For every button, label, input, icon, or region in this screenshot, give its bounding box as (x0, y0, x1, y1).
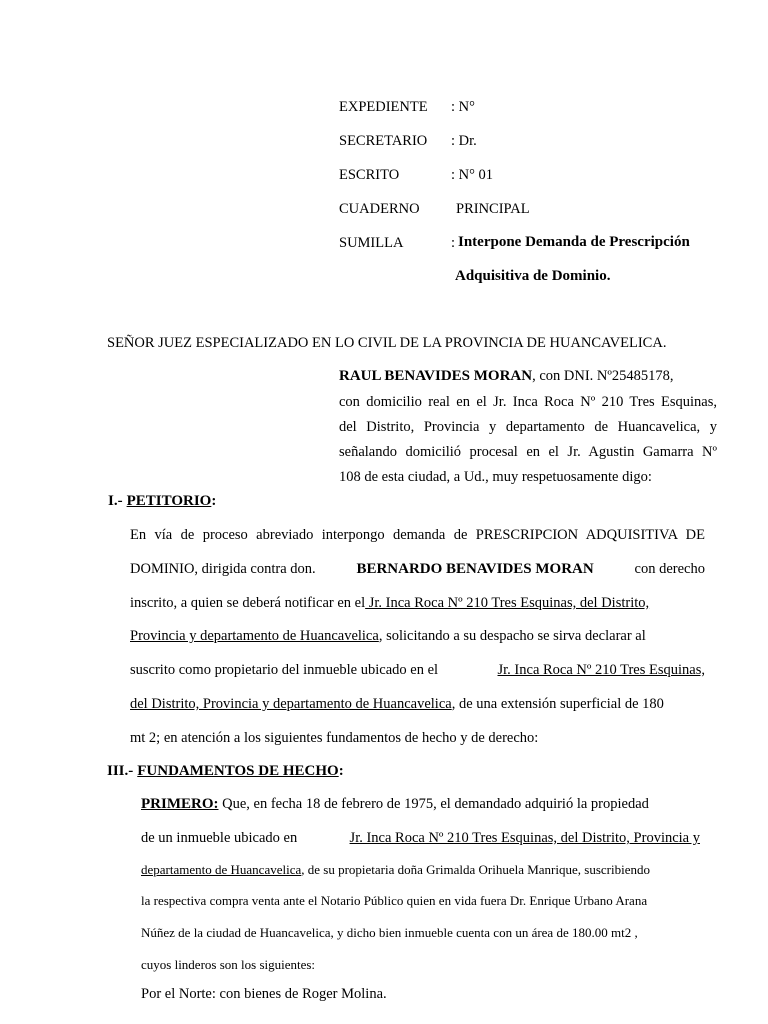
escrito-value: : N° 01 (451, 167, 494, 183)
petitorio-line-5-address: Jr. Inca Roca Nº 210 Tres Esquinas, (497, 662, 705, 678)
secretario-value: : Dr. (451, 133, 477, 149)
section-3-number: III.- (107, 763, 134, 779)
addressee: SEÑOR JUEZ ESPECIALIZADO EN LO CIVIL DE LA PROVINCIA DE HUANCAVELICA. (107, 335, 667, 351)
primero-line-4: la respectiva compra venta ante el Notario Público quien en vida fuera Dr. Enrique Urbano Arana (141, 893, 648, 908)
secretario-label: SECRETARIO (339, 133, 428, 149)
petitorio-line-5 (130, 662, 705, 679)
expediente-label: EXPEDIENTE (339, 99, 428, 115)
sumilla-line-1: Interpone Demanda de Prescripción (458, 234, 690, 250)
intro-line-4: señalando domicilió procesal en el Jr. Agustin Gamarra Nº (339, 444, 717, 460)
section-1-colon: : (211, 493, 217, 509)
section-1-title: PETITORIO (126, 493, 212, 509)
petitorio-line-3-a: inscrito, a quien se deberá notificar en el (130, 595, 366, 611)
primero-line-3-b: , de su propietaria doña Grimalda Orihuela Manrique, suscribiendo (301, 862, 650, 877)
primero-line-5: Núñez de la ciudad de Huancavelica, y dicho bien inmueble cuenta con un área de 180.00 mt2 , (141, 925, 638, 940)
petitorio-line-6-b: , de una extensión superficial de 180 (451, 696, 664, 712)
petitorio-line-5-a: suscrito como propietario del inmueble ubicado en el (130, 662, 439, 678)
section-1-heading (108, 493, 216, 510)
cuaderno-value: PRINCIPAL (456, 201, 530, 217)
cuaderno-label: CUADERNO (339, 201, 420, 217)
primero-line-3-address: departamento de Huancavelica (141, 862, 302, 877)
defendant-name: BERNARDO BENAVIDES MORAN (356, 561, 594, 577)
primero-line-1 (141, 796, 700, 813)
sumilla-colon: : (451, 235, 456, 251)
intro-line-5: 108 de esta ciudad, a Ud., muy respetuosamente digo: (339, 469, 652, 485)
petitorio-line-7: mt 2; en atención a los siguientes fundamentos de hecho y de derecho: (130, 730, 539, 746)
petitorio-line-3 (130, 595, 705, 612)
expediente-value: : N° (451, 99, 475, 115)
primero-line-2 (141, 830, 700, 847)
primero-line-1-text: Que, en fecha 18 de febrero de 1975, el demandado adquirió la propiedad (222, 796, 649, 812)
petitorio-line-4-b: , solicitando a su despacho se sirva declarar al (378, 628, 646, 644)
primero-label: PRIMERO: (141, 796, 219, 812)
sumilla-label: SUMILLA (339, 235, 404, 251)
primero-line-2-a: de un inmueble ubicado en (141, 830, 298, 846)
escrito-label: ESCRITO (339, 167, 400, 183)
petitorio-line-3-address: Jr. Inca Roca Nº 210 Tres Esquinas, del Distrito, (365, 595, 650, 611)
section-3-colon: : (338, 763, 344, 779)
intro-line-3: del Distrito, Provincia y departamento de Huancavelica, y (339, 419, 717, 435)
section-3-title: FUNDAMENTOS DE HECHO (137, 763, 339, 779)
petitorio-line-2 (130, 561, 705, 578)
primero-line-7: Por el Norte: con bienes de Roger Molina. (141, 986, 387, 1002)
primero-line-2-address: Jr. Inca Roca Nº 210 Tres Esquinas, del Distrito, Provincia y (349, 830, 700, 846)
petitorio-line-6 (130, 696, 705, 713)
sumilla-line-2: Adquisitiva de Dominio. (455, 268, 611, 284)
petitorio-line-2-a: DOMINIO, dirigida contra don. (130, 561, 316, 577)
primero-line-3 (141, 862, 650, 878)
section-3-heading (107, 763, 344, 780)
petitorio-line-1: En vía de proceso abreviado interpongo demanda de PRESCRIPCION ADQUISITIVA DE (130, 527, 705, 543)
section-1-number: I.- (108, 493, 123, 509)
intro-line-1 (339, 368, 717, 385)
intro-line-1-rest: , con DNI. Nº25485178, (532, 368, 674, 384)
petitorio-line-2-b: con derecho (634, 561, 705, 577)
petitorio-line-4 (130, 628, 705, 645)
petitorio-line-6-address: del Distrito, Provincia y departamento de Huancavelica (130, 696, 452, 712)
petitorio-line-4-address: Provincia y departamento de Huancavelica (130, 628, 379, 644)
primero-line-6: cuyos linderos son los siguientes: (141, 957, 316, 972)
plaintiff-name: RAUL BENAVIDES MORAN (339, 368, 533, 384)
intro-line-2: con domicilio real en el Jr. Inca Roca Nº 210 Tres Esquinas, (339, 394, 717, 410)
